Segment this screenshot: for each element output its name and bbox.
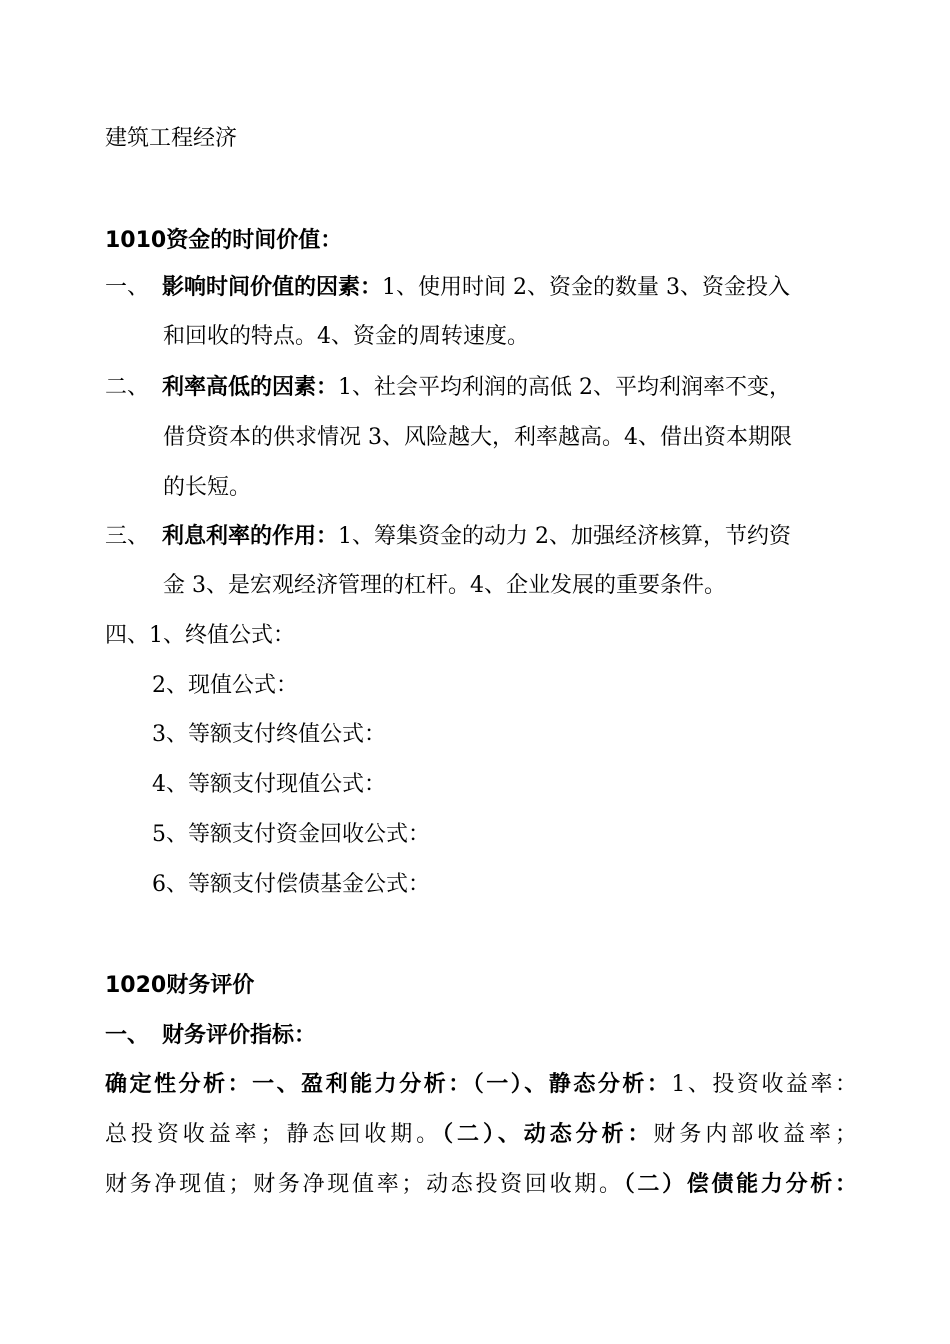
item-text: 1、社会平均利润的高低 2、平均利润率不变，	[338, 375, 792, 400]
list-item	[105, 273, 790, 303]
text-run: 财务内部收益率；	[653, 1122, 857, 1147]
text-run: 财务净现值；财务净现值率；动态投资回收期。	[105, 1172, 624, 1197]
bold-run: 确定性分析：一、盈利能力分析：（一）、静态分析：	[105, 1072, 672, 1097]
list-marker: 二、	[105, 375, 150, 400]
section-heading-1010: 1010资金的时间价值：	[105, 228, 343, 253]
item-text-continuation: 的长短。	[163, 475, 252, 500]
item-text-continuation: 借贷资本的供求情况 3、风险越大，利率越高。4、借出资本期限	[163, 425, 792, 450]
paragraph-line	[105, 1070, 857, 1100]
section-heading-1020: 1020财务评价	[105, 973, 255, 998]
paragraph-line	[105, 1170, 857, 1200]
item-label: 影响时间价值的因素：	[162, 275, 383, 300]
item-text-continuation: 和回收的特点。4、资金的周转速度。	[163, 324, 529, 349]
text-run: 总投资收益率；静态回收期。	[105, 1122, 443, 1147]
list-marker: 一、	[105, 1023, 150, 1048]
sub-heading-text: 财务评价指标：	[162, 1023, 317, 1048]
formula-item: 3、等额支付终值公式：	[152, 722, 386, 747]
bold-run: （二）、动态分析：	[442, 1122, 654, 1147]
item-label: 利息利率的作用：	[162, 524, 339, 549]
formula-item: 6、等额支付偿债基金公式：	[152, 872, 430, 897]
paragraph-line	[105, 1120, 857, 1150]
list-marker: 一、	[105, 275, 150, 300]
item-text-continuation: 金 3、是宏观经济管理的杠杆。4、企业发展的重要条件。	[163, 573, 726, 598]
document-title: 建筑工程经济	[105, 126, 238, 151]
list-item	[105, 522, 791, 552]
formula-item: 四、1、终值公式：	[105, 623, 295, 648]
item-text: 1、筹集资金的动力 2、加强经济核算，节约资	[338, 524, 792, 549]
text-run: 1、投资收益率：	[671, 1072, 857, 1097]
bold-run: （二）偿债能力分析：	[623, 1172, 857, 1197]
formula-item: 2、现值公式：	[152, 673, 298, 698]
list-item	[105, 373, 791, 403]
item-label: 利率高低的因素：	[162, 375, 339, 400]
item-text: 1、使用时间 2、资金的数量 3、资金投入	[382, 275, 790, 300]
formula-item: 5、等额支付资金回收公式：	[152, 822, 430, 847]
sub-heading	[105, 1021, 316, 1051]
list-marker: 三、	[105, 524, 150, 549]
formula-item: 4、等额支付现值公式：	[152, 772, 386, 797]
